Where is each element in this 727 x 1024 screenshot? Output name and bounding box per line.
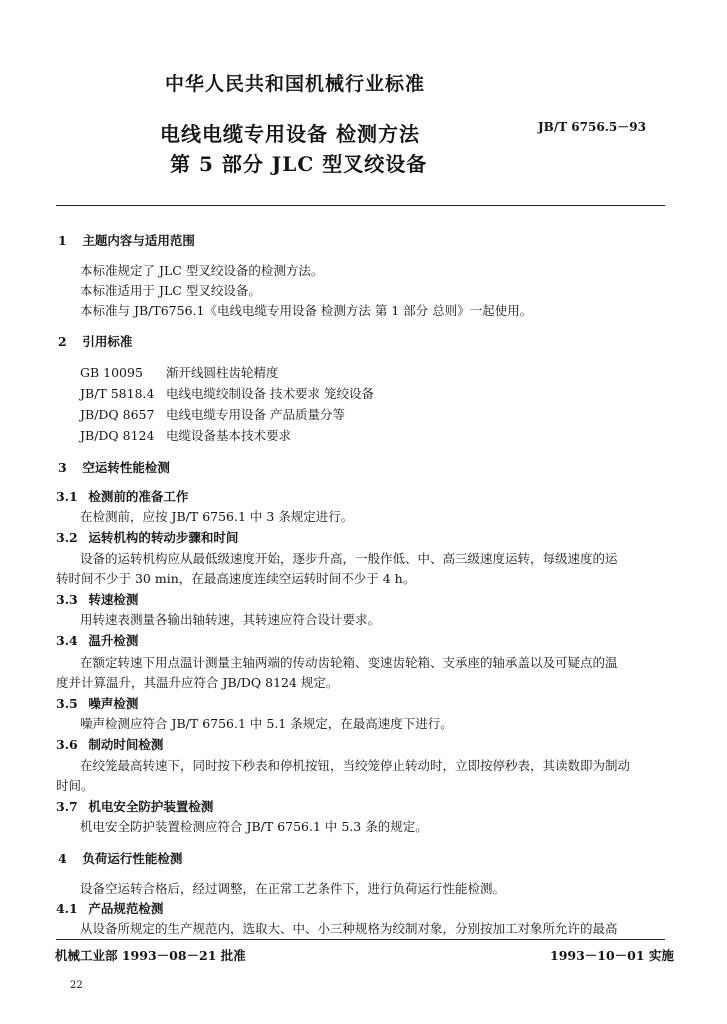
reference-name: 电缆设备基本技术要求 [166, 428, 292, 443]
section-title: 空运转性能检测 [82, 460, 170, 475]
paragraph: 时间。 [56, 778, 94, 793]
effective-date: 1993－10－01 实施 [550, 948, 674, 963]
reference-code: JB/DQ 8124 [80, 428, 155, 443]
subsection-3-3-heading: 3.3 转速检测 [56, 592, 139, 607]
reference-code: JB/DQ 8657 [80, 407, 155, 422]
section-4-heading: 4 负荷运行性能检测 [58, 851, 183, 866]
paragraph: 设备的运转机构应从最低级速度开始，逐步升高，一般作低、中、高三级速度运转，每级速度的运 [80, 551, 618, 566]
paragraph: 机电安全防护装置检测应符合 JB/T 6756.1 中 5.3 条的规定。 [80, 819, 428, 834]
subsection-3-2-heading: 3.2 运转机构的转动步骤和时间 [56, 530, 239, 545]
paragraph: 度并计算温升，其温升应符合 JB/DQ 8124 规定。 [56, 675, 339, 690]
paragraph: 在检测前，应按 JB/T 6756.1 中 3 条规定进行。 [80, 509, 354, 524]
header-divider [56, 205, 665, 206]
subsection-3-5-heading: 3.5 噪声检测 [56, 696, 139, 711]
section-2-heading: 2 引用标准 [58, 334, 133, 349]
reference-name: 电线电缆绞制设备 技术要求 笼绞设备 [166, 386, 374, 401]
subsection-3-4-heading: 3.4 温升检测 [56, 633, 139, 648]
subsection-3-1-heading: 3.1 检测前的准备工作 [56, 489, 189, 504]
section-3-heading: 3 空运转性能检测 [58, 460, 170, 475]
subsection-3-7-heading: 3.7 机电安全防护装置检测 [56, 799, 214, 814]
reference-item [80, 363, 279, 381]
document-title: 电线电缆专用设备 检测方法 [160, 122, 420, 146]
reference-item [80, 384, 374, 402]
paragraph: 从设备所规定的生产规范内，选取大、中、小三种规格为绞制对象，分别按加工对象所允许的最高 [80, 921, 618, 936]
page-number: 22 [70, 980, 83, 991]
reference-item [80, 426, 291, 444]
reference-code: JB/T 5818.4 [80, 386, 155, 401]
paragraph: 本标准规定了 JLC 型叉绞设备的检测方法。 [80, 263, 324, 278]
paragraph: 噪声检测应符合 JB/T 6756.1 中 5.1 条规定，在最高速度下进行。 [80, 716, 453, 731]
paragraph: 本标准与 JB/T6756.1《电线电缆专用设备 检测方法 第 1 部分 总则》一起使用。 [80, 303, 533, 318]
reference-name: 渐开线圆柱齿轮精度 [166, 365, 279, 380]
section-title: 负荷运行性能检测 [82, 851, 183, 866]
paragraph: 在绞笼最高转速下，同时按下秒表和停机按钮，当绞笼停止转动时，立即按停秒表，其读数即为制动 [80, 758, 631, 773]
issuing-organization: 中华人民共和国机械行业标准 [165, 73, 426, 95]
paragraph: 设备空运转合格后，经过调整，在正常工艺条件下，进行负荷运行性能检测。 [80, 881, 506, 896]
document-subtitle: 第 5 部分 JLC 型叉绞设备 [170, 152, 428, 176]
reference-item [80, 405, 345, 423]
paragraph: 用转速表测量各输出轴转速，其转速应符合设计要求。 [80, 612, 381, 627]
footer-divider [56, 939, 665, 940]
subsection-3-6-heading: 3.6 制动时间检测 [56, 737, 164, 752]
section-title: 引用标准 [82, 334, 133, 349]
paragraph: 本标准适用于 JLC 型叉绞设备。 [80, 283, 261, 298]
paragraph: 在额定转速下用点温计测量主轴两端的传动齿轮箱、变速齿轮箱、支承座的轴承盖以及可疑点的温 [80, 655, 618, 670]
section-title: 主题内容与适用范围 [82, 233, 195, 248]
approval-date: 机械工业部 1993－08－21 批准 [55, 948, 246, 963]
standard-code: JB/T 6756.5－93 [538, 120, 646, 134]
reference-code: GB 10095 [80, 365, 143, 380]
subsection-4-1-heading: 4.1 产品规范检测 [56, 901, 164, 916]
reference-name: 电线电缆专用设备 产品质量分等 [166, 407, 345, 422]
section-1-heading: 1 主题内容与适用范围 [58, 233, 195, 248]
paragraph: 转时间不少于 30 min，在最高速度连续空运转时间不少于 4 h。 [56, 571, 416, 586]
